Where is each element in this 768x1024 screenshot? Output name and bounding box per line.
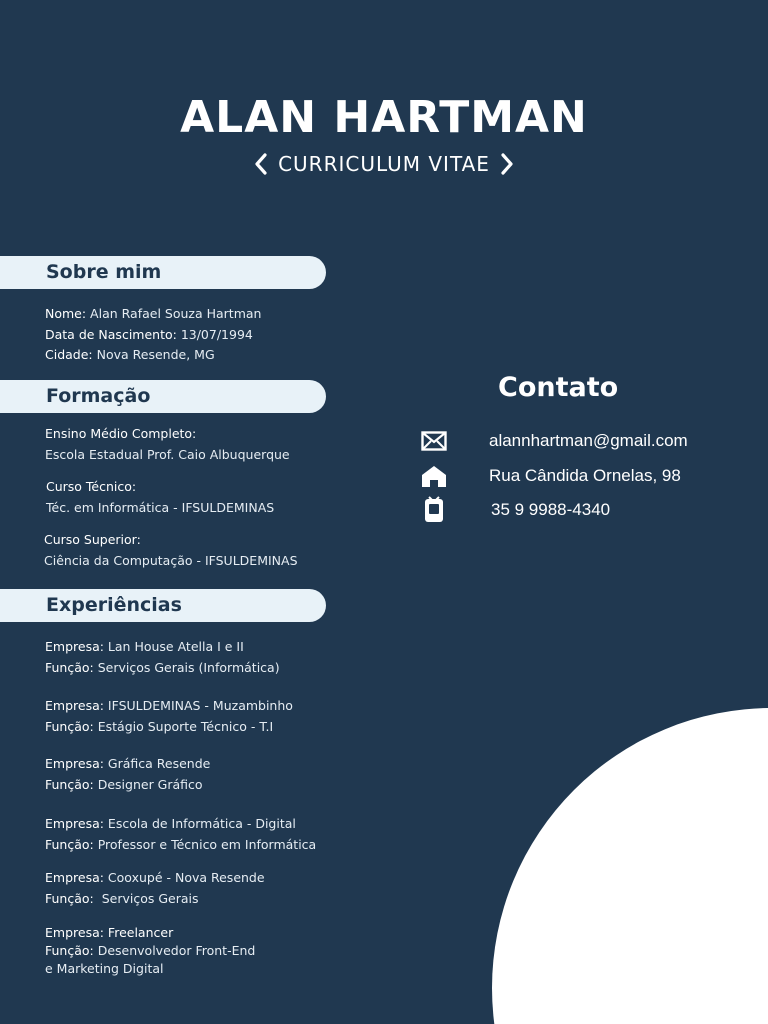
education-title: Curso Superior: [44, 532, 141, 547]
role-label: Função: [45, 776, 94, 792]
experience-item [45, 814, 316, 855]
section-title-experience: Experiências [46, 594, 182, 616]
role-value: Estágio Suporte Técnico - T.I [93, 718, 274, 734]
about-value: 13/07/1994 [176, 326, 253, 342]
resume-name: ALAN HARTMAN [180, 92, 588, 143]
role-value: Desenvolvedor Front-End [93, 943, 256, 958]
chevron-left-icon [254, 152, 268, 176]
about-row-name [45, 304, 261, 325]
company-label: Empresa: [45, 870, 104, 885]
envelope-icon [420, 428, 448, 454]
experience-item [45, 754, 210, 795]
company-value: Escola de Informática - Digital [103, 816, 296, 831]
resume-subtitle [0, 150, 768, 178]
contact-phone-text[interactable]: 35 9 9988-4340 [491, 500, 611, 519]
experience-item [45, 696, 293, 737]
company-label: Empresa: [45, 816, 104, 831]
about-row-birth [45, 325, 261, 346]
education-title: Ensino Médio Completo: [45, 426, 197, 441]
subtitle-text: CURRICULUM VITAE [278, 152, 490, 176]
education-detail: Téc. em Informática - IFSULDEMINAS [46, 499, 275, 515]
section-title-education: Formação [46, 385, 151, 407]
role-label: Função: [45, 659, 94, 675]
section-header-about [0, 256, 326, 289]
company-label: Empresa: [45, 639, 104, 654]
role-value: Professor e Técnico em Informática [93, 836, 317, 852]
about-value: Nova Resende, MG [92, 347, 215, 362]
education-title: Curso Técnico: [46, 479, 137, 494]
role-label: Função: [45, 890, 94, 906]
phone-icon [420, 497, 448, 523]
contact-email [420, 428, 688, 454]
about-label: Cidade: [45, 347, 93, 362]
company-value: IFSULDEMINAS - Muzambinho [103, 698, 293, 713]
contact-address [420, 463, 681, 489]
company-value: Cooxupé - Nova Resende [103, 870, 265, 885]
role-value: Serviços Gerais [93, 890, 199, 906]
experience-item [45, 868, 265, 909]
experience-item [45, 924, 255, 978]
home-icon [420, 463, 448, 489]
contact-address-text: Rua Cândida Ornelas, 98 [489, 466, 681, 485]
about-label: Data de Nascimento: [45, 326, 177, 342]
education-item [45, 424, 290, 465]
contact-phone [420, 497, 611, 523]
experience-item [45, 637, 280, 678]
section-title-contact: Contato [498, 372, 619, 403]
company-label: Empresa: [45, 698, 104, 713]
role-label: Função: [45, 836, 94, 852]
about-label: Nome: [45, 306, 87, 321]
education-detail: Escola Estadual Prof. Caio Albuquerque [45, 446, 290, 462]
section-header-education [0, 380, 326, 413]
section-header-experience [0, 589, 326, 622]
company-value: Lan House Atella I e II [103, 639, 244, 654]
role-label: Função: [45, 943, 94, 958]
role-value: Designer Gráfico [93, 776, 203, 792]
company-value: Freelancer [103, 925, 174, 940]
company-label: Empresa: [45, 925, 104, 940]
company-label: Empresa: [45, 756, 104, 771]
education-item [46, 477, 274, 518]
education-detail: Ciência da Computação - IFSULDEMINAS [44, 552, 298, 568]
role-value: Serviços Gerais (Informática) [93, 659, 280, 675]
company-value: Gráfica Resende [103, 756, 211, 771]
role-value-continued: e Marketing Digital [45, 961, 164, 976]
role-label: Função: [45, 718, 94, 734]
about-row-city [45, 345, 261, 366]
about-block [45, 304, 261, 366]
contact-email-text[interactable]: alannhartman@gmail.com [489, 431, 688, 450]
chevron-right-icon [500, 152, 514, 176]
education-item [44, 530, 298, 571]
section-title-about: Sobre mim [46, 261, 162, 283]
decorative-circle [492, 708, 768, 1024]
about-value: Alan Rafael Souza Hartman [86, 306, 262, 321]
